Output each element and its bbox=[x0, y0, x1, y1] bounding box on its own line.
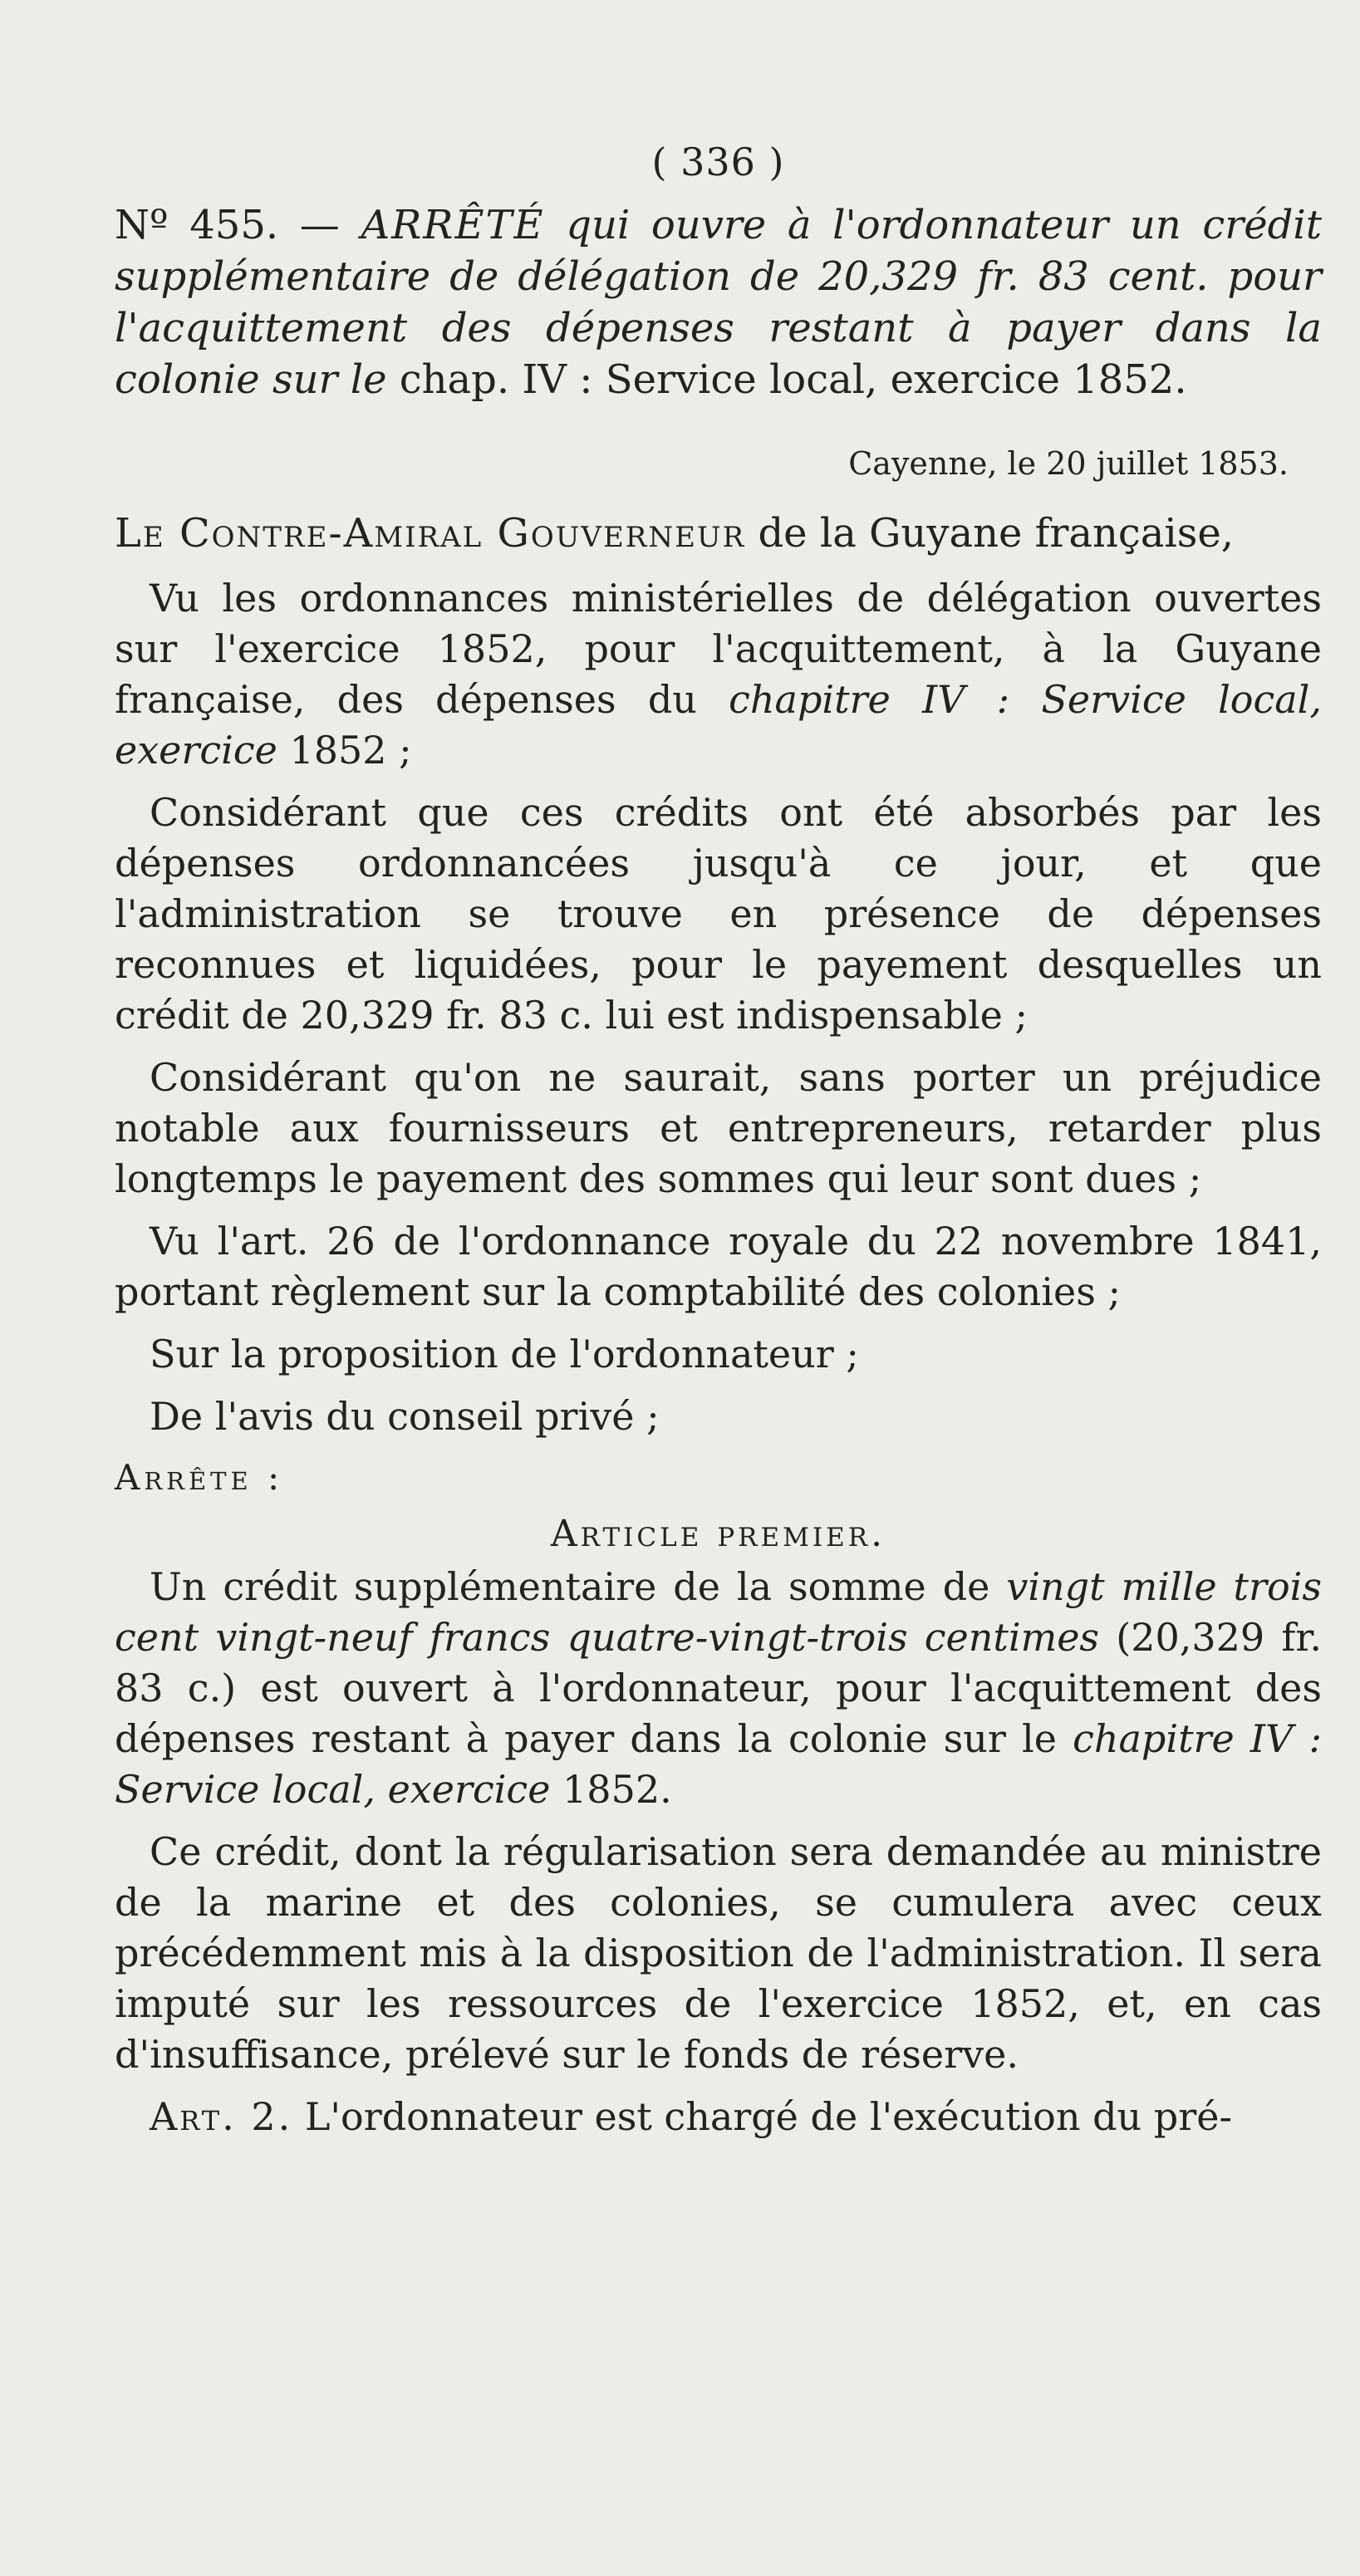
article-1-amount-words: vingt mille trois cent vingt-neuf francs quatre-vingt-trois centimes bbox=[115, 1564, 1323, 1660]
article-1-paragraph-2: Ce crédit, dont la régularisation sera demandée au ministre de la marine et des colonies, se cumulera avec ceux précédemment mis à la disposition de l'administration. Il sera imputé sur les ressources de l'exercice 1852, et, en cas d'insuffisance, prélevé sur le fonds de réserve. bbox=[115, 1829, 1322, 2077]
issuer-territory: de la Guyane française, bbox=[758, 510, 1235, 557]
preamble-paragraph-5: Sur la proposition de l'ordonnateur ; bbox=[150, 1332, 859, 1376]
article-2-text: L'ordonnateur est chargé de l'exécution du pré- bbox=[304, 2094, 1232, 2139]
preamble-1-italic: chapitre IV : Service local, exercice bbox=[115, 677, 1322, 773]
preamble-1-text: Vu les ordonnances ministérielles de délégation ouvertes sur l'exercice 1852, pour l'acquittement, à la Guyane française, des dépenses du bbox=[115, 576, 1322, 722]
decree-number: Nº 455. — bbox=[115, 202, 340, 248]
article-2 bbox=[115, 2092, 1322, 2142]
preamble-1-end: 1852 ; bbox=[277, 728, 412, 773]
decree-word: Arrête : bbox=[115, 1457, 284, 1498]
article-1-text-b: (20,329 fr. 83 c.) est ouvert à l'ordonnateur, pour l'acquittement des dépenses restant à payer dans la colonie sur le bbox=[115, 1615, 1322, 1761]
title-italic: qui ouvre à l'ordonnateur un crédit supplémentaire de délégation de 20,329 fr. 83 cent. pour l'acquittement des dépenses restant à payer dans la colonie sur le bbox=[115, 202, 1322, 403]
article-1-heading: Article premier. bbox=[550, 1513, 886, 1555]
article-2-label: Art. 2. bbox=[150, 2094, 293, 2139]
article-1-text-c: 1852. bbox=[550, 1767, 672, 1812]
issuer-line bbox=[115, 510, 1322, 557]
page-number: ( 336 ) bbox=[651, 140, 785, 184]
preamble-paragraph-1 bbox=[115, 573, 1322, 776]
article-1-paragraph-1 bbox=[115, 1562, 1322, 1815]
preamble-paragraph-3: Considérant qu'on ne saurait, sans porter un préjudice notable aux fournisseurs et entrepreneurs, retarder plus longtemps le payement des sommes qui leur sont dues ; bbox=[115, 1055, 1322, 1201]
title-roman: chap. IV : Service local, exercice 1852. bbox=[399, 356, 1187, 403]
issuer-title: Le Contre-Amiral Gouverneur bbox=[115, 510, 746, 557]
preamble-paragraph-4: Vu l'art. 26 de l'ordonnance royale du 22 novembre 1841, portant règlement sur la comptabilité des colonies ; bbox=[115, 1219, 1322, 1314]
act-type: ARRÊTÉ bbox=[361, 202, 545, 248]
article-1-chapter: chapitre IV : Service local, exercice bbox=[115, 1716, 1322, 1812]
dateline: Cayenne, le 20 juillet 1853. bbox=[848, 445, 1289, 482]
preamble-paragraph-6: De l'avis du conseil privé ; bbox=[150, 1394, 660, 1439]
article-1-text-a: Un crédit supplémentaire de la somme de bbox=[150, 1564, 1007, 1609]
preamble-paragraph-2: Considérant que ces crédits ont été absorbés par les dépenses ordonnancées jusqu'à ce jour, et que l'administration se trouve en présence de dépenses reconnues et liquidées, pour le payement desquelles un crédit de 20,329 fr. 83 c. lui est indispensable ; bbox=[115, 790, 1322, 1038]
decree-title bbox=[115, 199, 1322, 405]
